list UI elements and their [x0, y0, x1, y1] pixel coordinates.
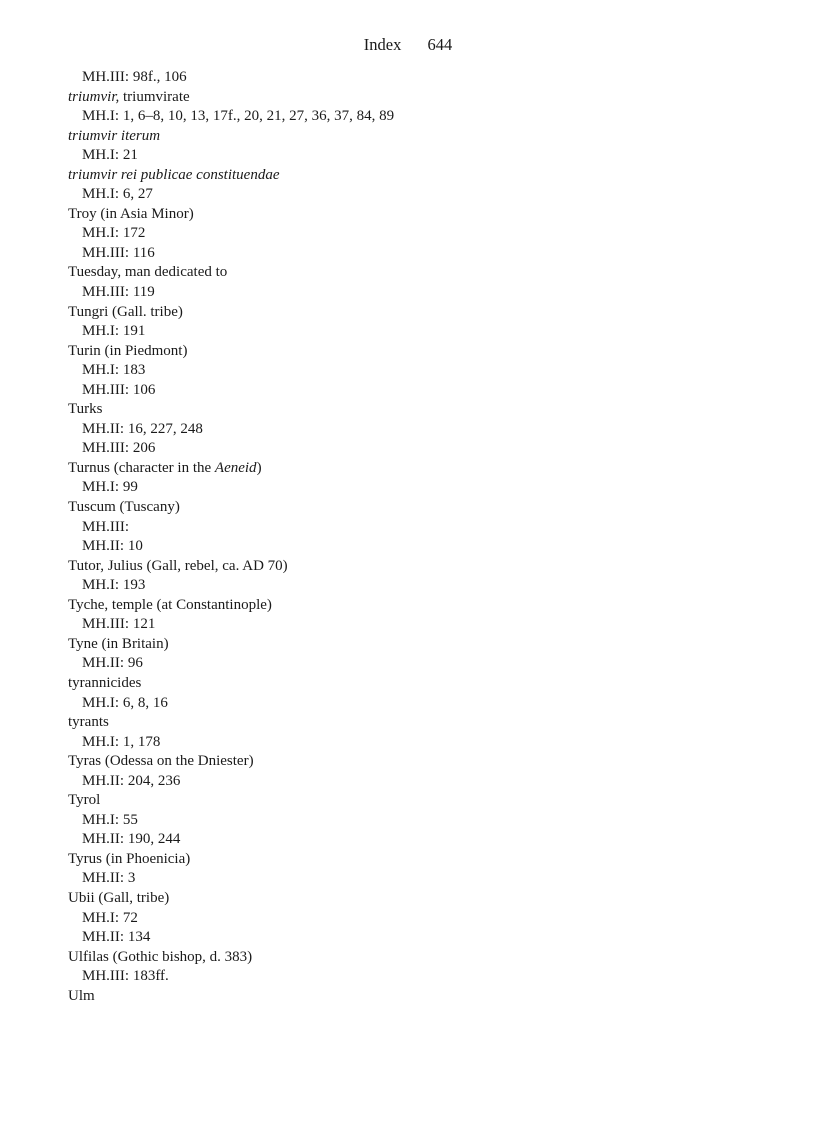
index-subentry — [68, 909, 768, 929]
index-term: Tyrol — [68, 792, 101, 809]
index-locator: MH.I: 1, 178 — [82, 733, 161, 750]
index-entry — [68, 88, 768, 108]
index-entry — [68, 791, 768, 811]
index-term: Ubii (Gall, tribe) — [68, 889, 170, 906]
index-subentry — [68, 146, 768, 166]
index-subentry — [68, 654, 768, 674]
index-term: Turnus (character in the — [68, 459, 215, 476]
index-entry — [68, 557, 768, 577]
page-number: 644 — [427, 35, 453, 54]
index-term: Tyrus (in Phoenicia) — [68, 850, 191, 867]
index-subentry — [68, 518, 768, 538]
index-entry — [68, 459, 768, 479]
index-locator: MH.III: 116 — [82, 244, 155, 261]
index-entry — [68, 498, 768, 518]
index-entry — [68, 987, 768, 1007]
index-locator: MH.III: 106 — [82, 381, 156, 398]
index-term-italic: triumvir, — [68, 88, 120, 105]
index-locator: MH.I: 55 — [82, 811, 138, 828]
index-term: Ulfilas (Gothic bishop, d. 383) — [68, 948, 253, 965]
index-locator: MH.II: 3 — [82, 870, 136, 887]
index-locator: MH.I: 21 — [82, 147, 138, 164]
index-entry — [68, 303, 768, 323]
index-term: Tuesday, man dedicated to — [68, 264, 228, 281]
index-locator: MH.I: 1, 6–8, 10, 13, 17f., 20, 21, 27, 36, 37, 84, 89 — [82, 108, 395, 125]
index-locator: MH.III: 121 — [82, 616, 156, 633]
index-subentry — [68, 537, 768, 557]
index-locator: MH.III: 98f., 106 — [82, 69, 187, 85]
index-term: Troy (in Asia Minor) — [68, 205, 194, 222]
index-subentry — [68, 869, 768, 889]
index-term: Ulm — [68, 987, 95, 1004]
index-locator: MH.I: 191 — [82, 323, 146, 340]
index-entry — [68, 850, 768, 870]
index-term-italic: triumvir iterum — [68, 127, 161, 144]
running-header — [0, 35, 816, 55]
index-subentry — [68, 576, 768, 596]
index-subentry — [68, 733, 768, 753]
index-entry — [68, 674, 768, 694]
index-entry — [68, 752, 768, 772]
index-term-italic: Aeneid — [214, 459, 257, 476]
index-term: Tyche, temple (at Constantinople) — [68, 596, 272, 613]
index-locator: MH.I: 193 — [82, 577, 146, 594]
index-entry — [68, 205, 768, 225]
index-locator: MH.I: 99 — [82, 479, 138, 496]
index-locator: MH.I: 72 — [82, 909, 138, 926]
index-term: tyrants — [68, 714, 109, 731]
index-locator: MH.II: 96 — [82, 655, 143, 672]
index-subentry — [68, 381, 768, 401]
index-locator: MH.III: — [82, 518, 130, 535]
index-subentry — [68, 772, 768, 792]
index-subentry — [68, 322, 768, 342]
index-subentry — [68, 224, 768, 244]
index-subentry — [68, 928, 768, 948]
index-subentry — [68, 361, 768, 381]
index-entry — [68, 342, 768, 362]
index-locator: MH.II: 204, 236 — [82, 772, 181, 789]
index-term: Tuscum (Tuscany) — [68, 499, 180, 516]
index-entry — [68, 889, 768, 909]
index-locator: MH.III: 206 — [82, 440, 156, 457]
index-entry — [68, 127, 768, 147]
index-entry — [68, 263, 768, 283]
index-locator: MH.III: 183ff. — [82, 968, 169, 985]
header-title: Index — [363, 35, 402, 54]
index-term: Turin (in Piedmont) — [68, 342, 188, 359]
index-subentry — [68, 107, 768, 127]
index-subentry — [68, 283, 768, 303]
index-term: tyrannicides — [68, 674, 142, 691]
index-locator: MH.I: 172 — [82, 225, 146, 242]
index-term: Tyne (in Britain) — [68, 635, 169, 652]
index-subentry — [68, 811, 768, 831]
index-term: triumvirate — [119, 88, 190, 105]
index-term-italic: triumvir rei publicae constituendae — [68, 166, 280, 183]
index-term: ) — [256, 459, 262, 476]
index-list — [68, 68, 768, 1006]
index-subentry — [68, 967, 768, 987]
index-locator: MH.III: 119 — [82, 284, 155, 301]
index-subentry — [68, 830, 768, 850]
index-entry — [68, 596, 768, 616]
index-subentry — [68, 185, 768, 205]
index-term: Tutor, Julius (Gall, rebel, ca. AD 70) — [68, 557, 288, 574]
index-locator: MH.I: 6, 27 — [82, 186, 153, 203]
index-term: Tyras (Odessa on the Dniester) — [68, 753, 254, 770]
index-term: Turks — [68, 401, 103, 418]
index-locator: MH.II: 134 — [82, 929, 151, 946]
index-locator: MH.II: 16, 227, 248 — [82, 420, 203, 437]
index-entry — [68, 948, 768, 968]
index-subentry — [68, 478, 768, 498]
index-locator: MH.I: 6, 8, 16 — [82, 694, 168, 711]
index-subentry — [68, 420, 768, 440]
index-subentry — [68, 694, 768, 714]
index-entry — [68, 713, 768, 733]
index-subentry — [68, 615, 768, 635]
index-locator: MH.II: 190, 244 — [82, 831, 181, 848]
index-subentry — [68, 439, 768, 459]
index-entry — [68, 400, 768, 420]
index-subentry — [68, 68, 768, 88]
index-term: Tungri (Gall. tribe) — [68, 303, 183, 320]
index-subentry — [68, 244, 768, 264]
index-entry — [68, 635, 768, 655]
index-entry — [68, 166, 768, 186]
index-locator: MH.I: 183 — [82, 362, 146, 379]
index-locator: MH.II: 10 — [82, 538, 143, 555]
